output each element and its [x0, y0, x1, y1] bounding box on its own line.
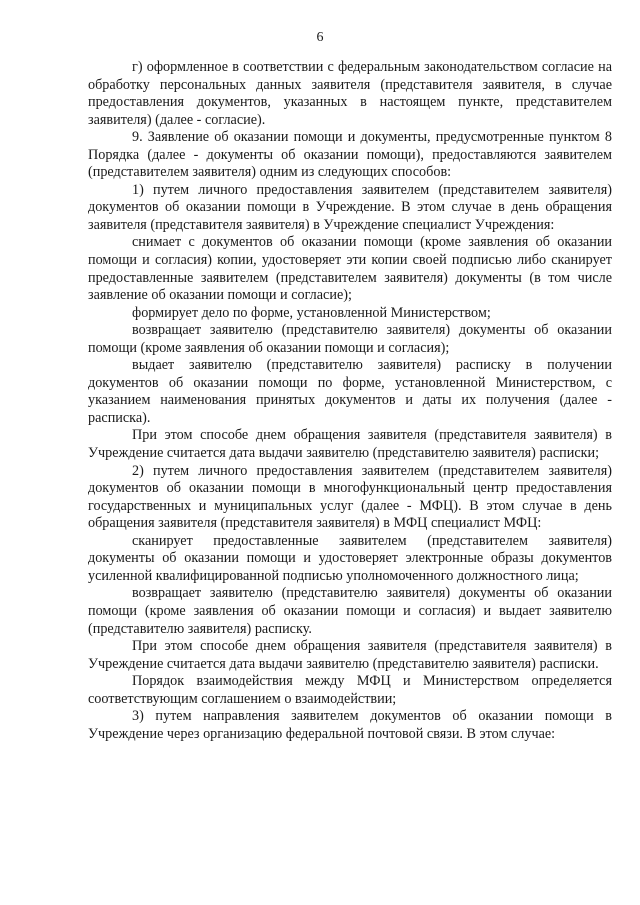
- paragraph-date-method-2: При этом способе днем обращения заявителя (представителя заявителя) в Учреждение считается дата выдачи заявителю (представителю заявителя) расписки.: [88, 638, 612, 672]
- paragraph-method-1: 1) путем личного предоставления заявителем (представителем заявителя) документов об оказании помощи в Учреждение. В этом случае в день обращения заявителя (представителя заявителя) в Учреждение специалист Учреждения:: [88, 181, 612, 233]
- paragraph-method-3: 3) путем направления заявителем документов об оказании помощи в Учреждение через организацию федеральной почтовой связи. В этом случае:: [88, 708, 612, 742]
- paragraph-forms-case: формирует дело по форме, установленной Министерством;: [132, 304, 491, 321]
- paragraph-consent-item-g: г) оформленное в соответствии с федеральным законодательством согласие на обработку персональных данных заявителя (представителя заявителя, в случае предоставления документов, указанных в настоящем пункте, представителем заявителя) (далее - согласие).: [88, 59, 612, 128]
- paragraph-returns-and-receipt: возвращает заявителю (представителю заявителя) документы об оказании помощи (кроме заявления об оказании помощи и согласия) и выдает заявителю (представителю заявителя) расписку.: [88, 585, 612, 637]
- paragraph-copies: снимает с документов об оказании помощи (кроме заявления об оказании помощи и согласия) копии, удостоверяет эти копии своей подписью либо сканирует предоставленные заявителем (представителем заявителя) документы (в том числе заявление об оказании помощи и согласие);: [88, 234, 612, 304]
- paragraph-method-2: 2) путем личного предоставления заявителем (представителем заявителя) документов об оказании помощи в многофункциональный центр предоставления государственных и муниципальных услуг (далее - МФЦ). В этом случае в день обращения заявителя (представителя заявителя) в МФЦ специалист МФЦ:: [88, 462, 612, 532]
- page-number: 6: [316, 30, 324, 45]
- paragraph-scans: сканирует предоставленные заявителем (представителем заявителя) документы об оказании помощи и удостоверяет электронные образы документов усиленной квалифицированной подписью уполномоченного должностного лица;: [88, 532, 612, 584]
- document-body: [88, 59, 612, 743]
- paragraph-date-method-1: При этом способе днем обращения заявителя (представителя заявителя) в Учреждение считается дата выдачи заявителю (представителю заявителя) расписки;: [88, 427, 612, 462]
- paragraph-issues-receipt: выдает заявителю (представителю заявителя) расписку в получении документов об оказании помощи по форме, установленной Министерством, с указанием наименования принятых документов и даты их получения (далее - расписка).: [88, 357, 612, 426]
- paragraph-clause-9: 9. Заявление об оказании помощи и документы, предусмотренные пунктом 8 Порядка (далее - документы об оказании помощи), предоставляются заявителем (представителем заявителя) одним из следующих способов:: [88, 129, 612, 181]
- paragraph-interaction-procedure: Порядок взаимодействия между МФЦ и Министерством определяется соответствующим соглашением о взаимодействии;: [88, 673, 612, 707]
- paragraph-returns-documents: возвращает заявителю (представителю заявителя) документы об оказании помощи (кроме заявления об оказании помощи и согласия);: [88, 322, 612, 356]
